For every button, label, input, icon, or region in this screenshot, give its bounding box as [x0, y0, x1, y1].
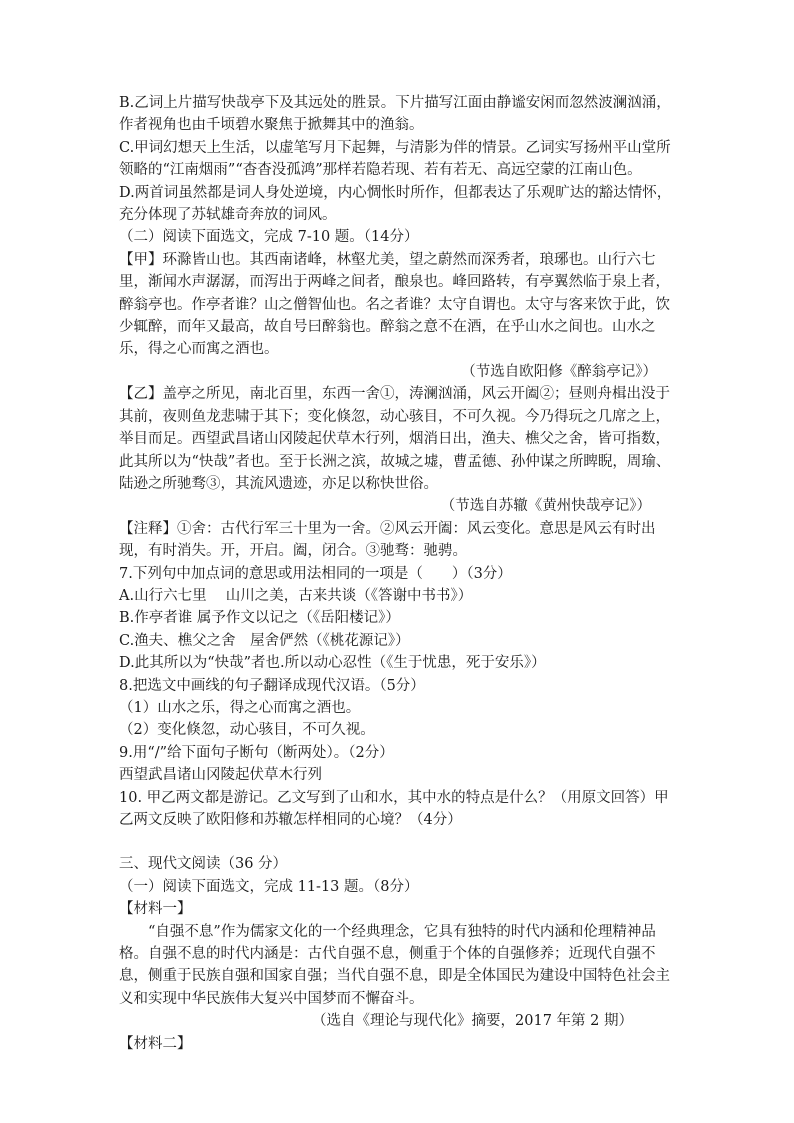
- passage-jia: 【甲】环滁皆山也。其西南诸峰，林壑尤美，望之蔚然而深秀者，琅琊也。山行六七里，渐闻水声潺潺，而泻出于两峰之间者，酿泉也。峰回路转，有亭翼然临于泉上者，醉翁亭也。作亭者谁？山之僧智仙也。名之者谁？太守自谓也。太守与客来饮于此，饮少辄醉，而年又最高，故自号曰醉翁也。醉翁之意不在酒，在乎山水之间也。山水之乐，得之心而寓之酒也。: [119, 251, 670, 358]
- material1-text: “自强不息”作为儒家文化的一个经典理念，它具有独特的时代内涵和伦理精神品格。自强不息的时代内涵是：古代自强不息，侧重于个体的自强修养；近现代自强不息，侧重于民族自强和国家自强；当代自强不息，即是全体国民为建设中国特色社会主义和实现中华民族伟大复兴中国梦而不懈奋斗。: [119, 923, 670, 1007]
- question-8-item-1: （1）山水之乐，得之心而寓之酒也。: [119, 699, 361, 716]
- section2-heading: （二）阅读下面选文，完成 7-10 题。（14分）: [119, 229, 419, 246]
- question-7-option-c: C.渔夫、樵父之舍 屋舍俨然（《桃花源记》）: [119, 632, 410, 649]
- passage-yi: 【乙】盖亭之所见，南北百里，东西一舍①，涛澜汹涌，风云开阖②；昼则舟楫出没于其前，夜则鱼龙悲啸于其下；变化倏忽，动心骇目，不可久视。今乃得玩之几席之上，举目而足。西望武昌诸山冈陵起伏草木行列，烟消日出，渔夫、樵父之舍，皆可指数，此其所以为“快哉”者也。至于长洲之滨，故城之墟，曹孟德、孙仲谋之所睥睨，周瑜、陆逊之所驰骛③，其流风遗迹，亦足以称快世俗。: [119, 386, 671, 492]
- q6-option-c: C.甲词幻想天上生活，以虚笔写月下起舞，与清影为伴的情景。乙词实写扬州平山堂所领略的“江南烟雨”“杳杳没孤鸿”那样若隐若现、若有若无、高远空蒙的江南山色。: [119, 139, 671, 179]
- question-7-option-d: D.此其所以为“快哉”者也.所以动心忍性（《生于忧患，死于安乐》）: [119, 655, 546, 672]
- spacer: [119, 831, 681, 853]
- question-9-sentence: 西望武昌诸山冈陵起伏草木行列: [119, 767, 322, 784]
- passage-notes: 【注释】①舍：古代行军三十里为一舍。②风云开阖：风云变化。意思是风云有时出现，有时消失。开，开启。阖，闭合。③驰骛：驰骋。: [119, 520, 656, 560]
- question-10: 10. 甲乙两文都是游记。乙文写到了山和水，其中水的特点是什么？（用原文回答）甲乙两文反映了欧阳修和苏辙怎样相同的心境？（4分）: [119, 789, 669, 828]
- material1-source: （选自《理论与现代化》摘要，2017 年第 2 期）: [312, 1013, 633, 1030]
- question-7: 7.下列句中加点词的意思或用法相同的一项是（ ）（3分）: [119, 565, 512, 582]
- section3-heading: 三、现代文阅读（36 分）: [119, 856, 288, 873]
- material2-label: 【材料二】: [119, 1035, 192, 1052]
- section3-sub-heading: （一）阅读下面选文，完成 11-13 题。（8分）: [119, 878, 419, 895]
- material1-label: 【材料一】: [119, 901, 192, 918]
- question-7-option-b: B.作亭者谁 属予作文以记之（《岳阳楼记》）: [119, 610, 400, 627]
- q6-option-b: B.乙词上片描写快哉亭下及其远处的胜景。下片描写江面由静谧安闲而忽然波澜汹涌，作者视角也由千顷碧水聚焦于掀舞其中的渔翁。: [119, 95, 671, 134]
- question-7-option-a: A.山行六七里 山川之美，古来共谈（《答谢中书书》）: [119, 587, 473, 604]
- question-8: 8.把选文中画线的句子翻译成现代汉语。（5分）: [119, 677, 425, 694]
- question-8-item-2: （2）变化倏忽，动心骇目，不可久视。: [119, 722, 375, 739]
- exam-page: [119, 92, 681, 1055]
- question-9: 9.用“/”给下面句子断句（断两处）。（2分）: [119, 744, 394, 761]
- passage-yi-source: （节选自苏辙《黄州快哉亭记》）: [440, 498, 651, 515]
- passage-jia-source: （节选自欧阳修《醉翁亭记》）: [461, 363, 657, 380]
- q6-option-d: D.两首词虽然都是词人身处逆境，内心惆怅时所作，但都表达了乐观旷达的豁达情怀，充分体现了苏轼雄奇奔放的词风。: [119, 184, 672, 224]
